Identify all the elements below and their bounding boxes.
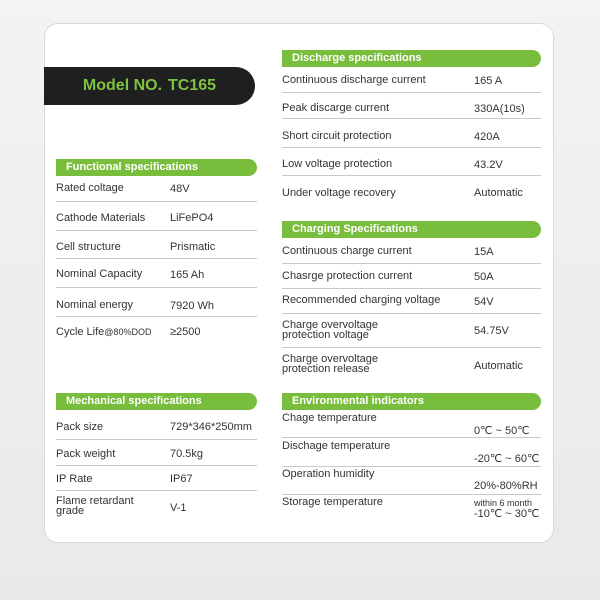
spec-row-recommended-voltage [282,293,541,314]
spec-row-short-circuit [282,129,541,148]
spec-label-line1: Flame retardant [56,495,134,507]
spec-label: Under voltage recovery [282,187,396,199]
spec-label: Recommended charging voltage [282,294,441,306]
spec-row-cathode [56,210,257,231]
spec-value: 43.2V [474,159,503,171]
spec-value: Automatic [474,360,523,372]
mechanical-specs-header: Mechanical specifications [56,393,257,410]
spec-row-charge-protection [282,268,541,289]
spec-value: LiFePO4 [170,212,214,224]
spec-value: 7920 Wh [170,300,215,312]
spec-label: Cell structure [56,241,121,253]
spec-row-discharge-temp [282,439,541,467]
spec-row-pack-size [56,419,257,440]
discharge-specs-header: Discharge specifications [282,50,541,67]
cycle-life-text: Cycle Life [56,326,105,338]
spec-row-humidity [282,467,541,495]
spec-label: Nominal energy [56,299,134,311]
spec-row-cycle-life [56,323,257,343]
charging-specs-header: Charging Specifications [282,221,541,238]
spec-row-capacity [56,266,257,288]
spec-value: 165 Ah [170,269,205,281]
spec-label: Dischage temperature [282,440,391,452]
spec-label-line2: protection release [282,363,370,375]
spec-row-under-voltage [282,186,541,204]
spec-value: 20%-80%RH [474,480,538,492]
spec-row-energy [56,296,257,317]
model-banner [44,67,255,105]
spec-label: Low voltage protection [282,158,393,170]
spec-label-line2: protection voltage [282,329,369,341]
spec-row-flame-grade [56,494,257,520]
model-prefix: Model NO. [82,77,163,94]
spec-label: IP Rate [56,473,93,485]
spec-label: Nominal Capacity [56,268,143,280]
spec-row-peak-discharge [282,100,541,119]
spec-value: 330A(10s) [474,103,525,115]
model-number: TC165 [168,77,217,94]
spec-label: Continuous discharge current [282,74,426,86]
spec-label [56,326,151,338]
spec-label [282,354,378,374]
spec-label: Short circuit protection [282,130,392,142]
spec-value: 54V [474,296,494,308]
spec-value: 15A [474,246,494,258]
spec-value: 50A [474,271,494,283]
spec-label-line1: Charge overvoltage [282,353,379,365]
spec-value: 729*346*250mm [170,421,252,433]
spec-row-ip-rate [56,472,257,491]
spec-row-pack-weight [56,446,257,466]
spec-row-low-voltage [282,157,541,176]
spec-row-storage-temp [282,495,541,523]
spec-value: 48V [170,183,190,195]
spec-label: Operation humidity [282,468,375,480]
spec-value: IP67 [170,473,193,485]
spec-label: Peak discarge current [282,102,389,114]
spec-label [282,320,378,340]
spec-value: 420A [474,131,500,143]
spec-value: V-1 [170,502,187,514]
spec-value: Automatic [474,187,523,199]
spec-label: Cathode Materials [56,212,146,224]
spec-value: Prismatic [170,241,216,253]
spec-label: Pack weight [56,448,116,460]
spec-value: 54.75V [474,325,509,337]
spec-value: 70.5kg [170,448,204,460]
spec-label: Storage temperature [282,496,383,508]
spec-value: -20℃ ~ 60℃ [474,453,540,465]
spec-row-cell-structure [56,239,257,259]
spec-row-rated-voltage [56,180,257,202]
spec-label-line2: grade [56,505,85,517]
spec-label: Chage temperature [282,412,377,424]
spec-row-cont-charge [282,243,541,264]
environmental-header: Environmental indicators [282,393,541,410]
spec-row-cont-discharge [282,72,541,93]
spec-label: Pack size [56,421,104,433]
storage-note: within 6 month [474,498,533,508]
spec-label: Chasrge protection current [282,270,413,282]
spec-row-charge-temp [282,411,541,438]
spec-value: 0℃ ~ 50℃ [474,425,530,437]
spec-row-overvoltage-protection [282,318,541,348]
spec-label: Continuous charge current [282,245,412,257]
spec-value [474,498,539,520]
spec-value: ≥2500 [170,326,201,338]
spec-label-line1: Charge overvoltage [282,319,379,331]
functional-specs-header: Functional specifications [56,159,257,176]
storage-range: -10℃ ~ 30℃ [474,508,540,520]
spec-label [56,496,134,516]
spec-label: Rated coltage [56,182,124,194]
spec-row-overvoltage-release [282,352,541,378]
cycle-life-dod: @80%DOD [104,327,152,337]
spec-value: 165 A [474,75,503,87]
